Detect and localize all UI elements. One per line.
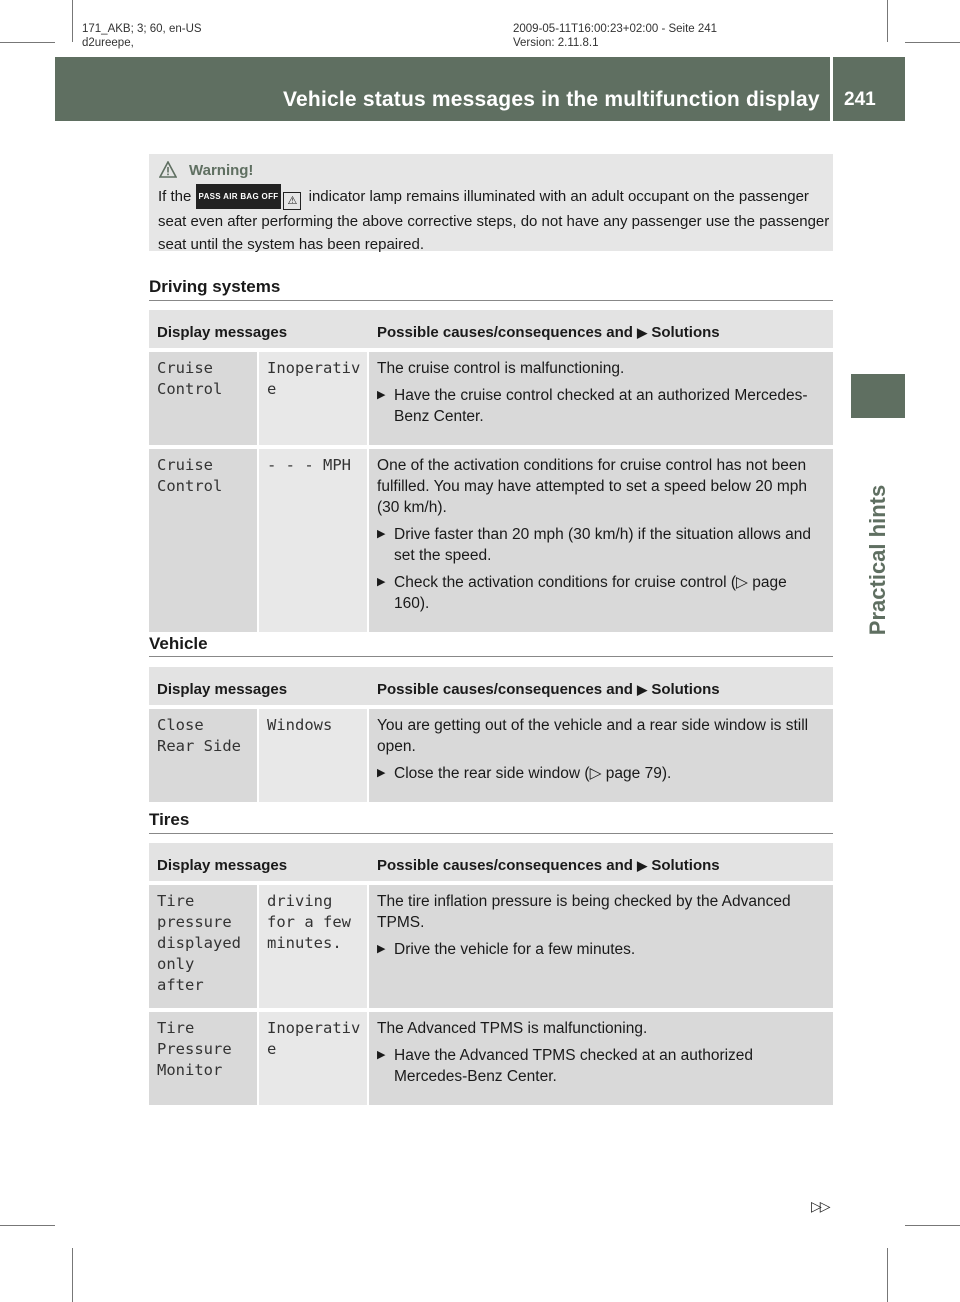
cause-text: One of the activation conditions for cruise control has not been fulfilled. You may have attempted to set a speed below 20 mph (30 km/h). <box>377 457 807 516</box>
cause-text: The Advanced TPMS is malfunctioning. <box>377 1020 648 1037</box>
display-message-line2: Inoperativ e <box>267 359 361 398</box>
table-row <box>149 709 833 802</box>
section-title-vehicle: Vehicle <box>149 634 208 653</box>
solution-step: ▶ Have the cruise control checked at an authorized Mercedes-Benz Center. <box>377 385 825 427</box>
continue-icon: ▷▷ <box>811 1198 829 1214</box>
arrow-icon: ▶ <box>637 682 648 697</box>
print-meta-right: 2009-05-11T16:00:23+02:00 - Seite 241 Version: 2.11.8.1 <box>513 23 718 49</box>
table-row <box>149 1012 833 1105</box>
print-meta-left: 171_AKB; 3; 60, en-US d2ureepe, <box>82 23 202 49</box>
table-row <box>149 449 833 632</box>
driving-systems-table <box>149 310 833 632</box>
solution-step: ▶ Close the rear side window (▷ page 79). <box>377 763 825 784</box>
crop-mark <box>905 1225 960 1226</box>
col-header-causes: Possible causes/consequences and ▶ Solutions <box>369 843 833 881</box>
cause-text: The cruise control is malfunctioning. <box>377 360 625 377</box>
display-message-line1: Cruise Control <box>157 359 223 398</box>
section-title-tires: Tires <box>149 810 190 829</box>
display-message-line2: - - - MPH <box>267 456 351 474</box>
cause-text: You are getting out of the vehicle and a rear side window is still open. <box>377 717 809 755</box>
arrow-icon: ▶ <box>637 325 648 340</box>
table-row <box>149 885 833 1008</box>
page-number: 241 <box>844 89 876 110</box>
pass-airbag-off-lamp-icon: PASS AIR BAG OFF <box>196 184 282 209</box>
crop-mark <box>887 0 888 42</box>
table-header-row <box>149 667 833 705</box>
crop-mark <box>887 1248 888 1302</box>
solution-step: ▶ Drive faster than 20 mph (30 km/h) if the situation allows and set the speed. <box>377 524 825 566</box>
table-row <box>149 352 833 445</box>
col-header-display-messages: Display messages <box>149 843 369 881</box>
section-rule <box>149 656 833 657</box>
page-title: Vehicle status messages in the multifunction display <box>283 88 820 111</box>
crop-mark <box>72 0 73 42</box>
display-message-line2: driving for a few minutes. <box>267 892 351 952</box>
section-title-driving-systems: Driving systems <box>149 277 281 296</box>
col-header-causes: Possible causes/consequences and ▶ Solutions <box>369 310 833 348</box>
crop-mark <box>0 42 55 43</box>
warning-triangle-icon <box>159 161 177 178</box>
cause-text: The tire inflation pressure is being checked by the Advanced TPMS. <box>377 893 791 931</box>
table-header-row <box>149 843 833 881</box>
crop-mark <box>0 1225 55 1226</box>
warning-title: Warning! <box>189 162 254 179</box>
tires-table <box>149 843 833 1105</box>
section-rule <box>149 300 833 301</box>
display-message-line2: Inoperativ e <box>267 1019 361 1058</box>
display-message-line2: Windows <box>267 716 333 734</box>
crop-mark <box>72 1248 73 1302</box>
chapter-label: Practical hints <box>865 484 890 636</box>
warning-box <box>149 154 833 251</box>
solution-step: ▶ Have the Advanced TPMS checked at an authorized Mercedes-Benz Center. <box>377 1045 825 1087</box>
arrow-icon: ▶ <box>637 858 648 873</box>
table-header-row <box>149 310 833 348</box>
section-rule <box>149 833 833 834</box>
vehicle-table <box>149 667 833 802</box>
crop-mark <box>905 42 960 43</box>
solution-step: ▶ Check the activation conditions for cruise control (▷ page 160). <box>377 572 825 614</box>
chapter-tab-marker <box>851 374 905 418</box>
display-message-line1: Cruise Control <box>157 456 223 495</box>
display-message-line1: Close Rear Side <box>157 716 241 755</box>
title-divider <box>830 57 833 121</box>
display-message-line1: Tire pressure displayed only after <box>157 892 241 994</box>
display-message-line1: Tire Pressure Monitor <box>157 1019 232 1079</box>
warning-text: If the PASS AIR BAG OFF ⚠ indicator lamp remains illuminated with an adult occupant on the passenger seat even after performing the above corrective steps, do not have any passenger use the passenger seat until the system has been repaired. <box>158 184 830 256</box>
solution-step: ▶ Drive the vehicle for a few minutes. <box>377 939 825 960</box>
col-header-display-messages: Display messages <box>149 667 369 705</box>
col-header-display-messages: Display messages <box>149 310 369 348</box>
child-seat-icon: ⚠ <box>283 192 301 210</box>
col-header-causes: Possible causes/consequences and ▶ Solutions <box>369 667 833 705</box>
